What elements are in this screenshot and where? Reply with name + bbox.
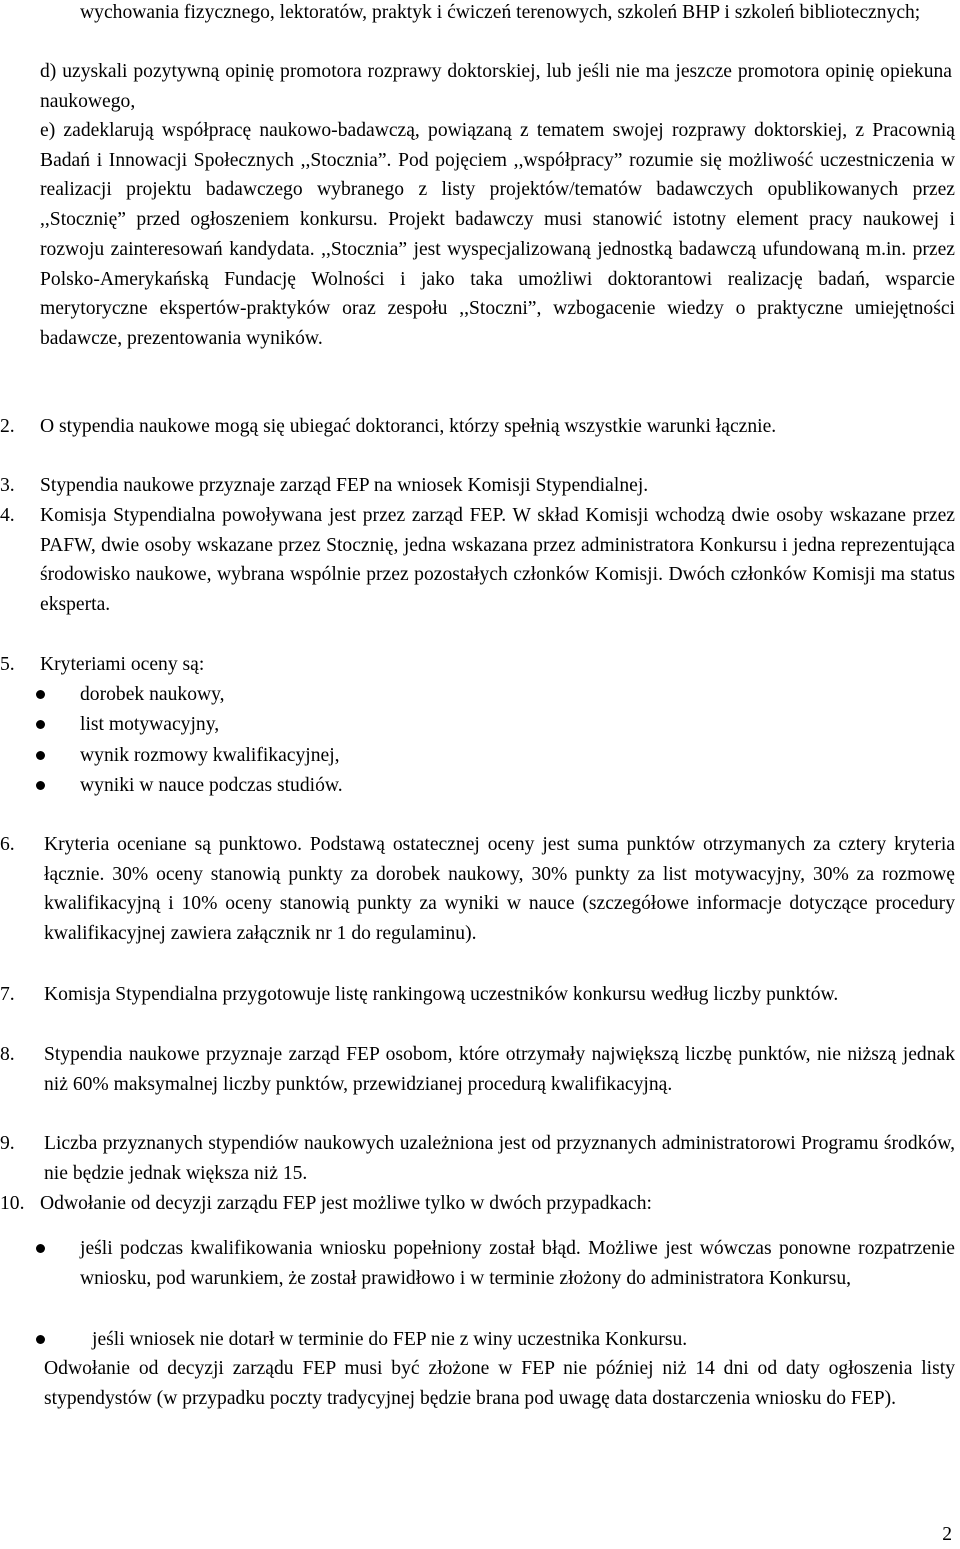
item-text: Stypendia naukowe przyznaje zarząd FEP na wniosek Komisji Stypendialnej. [40, 475, 649, 496]
item-number: 9. [0, 1133, 15, 1154]
item-number: 3. [0, 475, 15, 496]
bullet-icon [36, 1244, 45, 1253]
criteria-item [36, 741, 340, 771]
item-number: 10. [0, 1193, 25, 1214]
page-number: 2 [942, 1524, 952, 1545]
criteria-text: dorobek naukowy, [80, 684, 225, 705]
appeal-case [36, 1234, 955, 1293]
bullet-icon [36, 751, 45, 760]
appeal-note: Odwołanie od decyzji zarządu FEP musi być złożone w FEP nie później niż 14 dni od daty ogłoszenia listy stypendystów (w przypadku poczty tradycyjnej będzie brana pod uwagę data dostarczenia wniosku do FEP). [44, 1358, 955, 1409]
bullet-icon [36, 690, 45, 699]
list-item-d: d) uzyskali pozytywną opinię promotora rozprawy doktorskiej, lub jeśli nie ma jeszcze promotora opinię opiekuna naukowego, [40, 61, 952, 112]
numbered-item-6 [0, 830, 955, 949]
criteria-text: wyniki w nauce podczas studiów. [80, 775, 343, 796]
list-item-e-text: e) zadeklarują współpracę naukowo-badawczą, powiązaną z tematem swojej rozprawy doktorskiej, z Pracownią Badań i Innowacji Społecznych ,,Stocznia”. Pod pojęciem ,,współpracy” rozumie się możliwość uczestniczenia w realizacji projektu badawczego wybranego z listy projektów/tematów badawczych opublikowanych przez ,,Stocznię” przed ogłoszeniem konkursu. Projekt badawczy musi stanowić istotny element pracy naukowej i rozwoju zainteresowań kandydata. ,,Stocznia” jest wyspecjalizowaną jednostką badawczą ufundowaną m.in. przez Polsko-Amerykańską Fundację Wolności i jako taka umożliwi doktorantowi realizację badań, wsparcie merytoryczne ekspertów-praktyków oraz zespołu ,,Stoczni”, wzbogacenie wiedzy o praktyczne umiejętności badawcze, prezentowania wyników. [40, 120, 955, 349]
numbered-item-8 [0, 1040, 955, 1099]
criteria-item [36, 710, 219, 740]
criteria-text: wynik rozmowy kwalifikacyjnej, [80, 745, 340, 766]
appeal-case-text: jeśli podczas kwalifikowania wniosku popełniony został błąd. Możliwe jest wówczas ponowne rozpatrzenie wniosku, pod warunkiem, że został prawidłowo i w terminie złożony do administratora Konkursu, [80, 1238, 955, 1289]
item-text: Komisja Stypendialna przygotowuje listę rankingową uczestników konkursu według liczby punktów. [44, 984, 839, 1005]
item-number: 4. [0, 505, 15, 526]
numbered-item-4 [0, 501, 955, 620]
numbered-item-9 [0, 1129, 955, 1188]
bullet-icon [36, 781, 45, 790]
item-text: Komisja Stypendialna powoływana jest przez zarząd FEP. W skład Komisji wchodzą dwie osoby wskazane przez PAFW, dwie osoby wskazane przez Stocznię, jedna wskazana przez administratora Konkursu i jedna reprezentująca środowisko naukowe, wybrana wspólnie przez pozostałych członków Komisji. Dwóch członków Komisji ma status eksperta. [40, 505, 955, 616]
numbered-item-10 [0, 1189, 955, 1219]
item-text: O stypendia naukowe mogą się ubiegać doktoranci, którzy spełnią wszystkie warunki łącznie. [40, 416, 777, 437]
item-number: 6. [0, 834, 15, 855]
list-item-e [40, 116, 955, 354]
item-text: Kryteriami oceny są: [40, 654, 205, 675]
criteria-item [36, 771, 343, 801]
item-text: Stypendia naukowe przyznaje zarząd FEP osobom, które otrzymały największą liczbę punktów, nie niższą jednak niż 60% maksymalnej liczby punktów, przewidzianej procedurą kwalifikacyjną. [44, 1044, 955, 1095]
numbered-item-5 [0, 650, 955, 680]
item-text: Kryteria oceniane są punktowo. Podstawą ostatecznej oceny jest suma punktów otrzymanych za cztery kryteria łącznie. 30% oceny stanowią punkty za dorobek naukowy, 30% punkty za list motywacyjny, 30% za rozmowę kwalifikacyjną i 10% oceny stanowią punkty za wyniki w nauce (szczegółowe informacje dotyczące procedury kwalifikacyjnej zawiera załącznik nr 1 do regulaminu). [44, 834, 955, 945]
item-text: Liczba przyznanych stypendiów naukowych uzależniona jest od przyznanych administratorowi Programu środków, nie będzie jednak większa niż 15. [44, 1133, 955, 1184]
bullet-icon [36, 1335, 45, 1344]
appeal-case-text: jeśli wniosek nie dotarł w terminie do FEP nie z winy uczestnika Konkursu. [92, 1329, 688, 1350]
numbered-item-2 [0, 412, 955, 442]
item-number: 7. [0, 984, 15, 1005]
bullet-icon [36, 720, 45, 729]
criteria-text: list motywacyjny, [80, 714, 220, 735]
item-number: 2. [0, 416, 15, 437]
item-number: 8. [0, 1044, 15, 1065]
criteria-item [36, 680, 225, 710]
numbered-item-3 [0, 471, 955, 501]
numbered-item-7 [0, 980, 955, 1010]
item-number: 5. [0, 654, 15, 675]
fragment-line: wychowania fizycznego, lektoratów, praktyk i ćwiczeń terenowych, szkoleń BHP i szkoleń bibliotecznych; [80, 2, 921, 23]
item-text: Odwołanie od decyzji zarządu FEP jest możliwe tylko w dwóch przypadkach: [40, 1193, 652, 1214]
appeal-case [36, 1325, 955, 1355]
